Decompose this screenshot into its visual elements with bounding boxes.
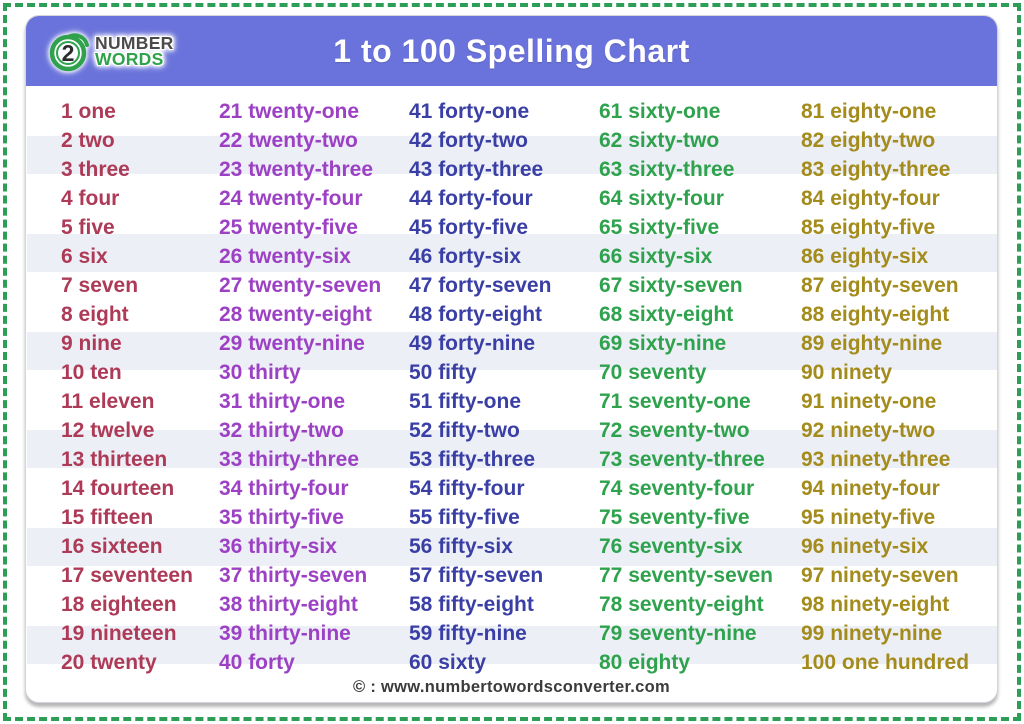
number-entry: 30 thirty: [219, 361, 301, 384]
page-title: 1 to 100 Spelling Chart: [333, 32, 690, 69]
logo-badge-icon: [46, 28, 92, 74]
number-entry: 25 twenty-five: [219, 216, 358, 239]
number-entry: 44 forty-four: [409, 187, 533, 210]
number-entry: 7 seven: [61, 274, 139, 297]
number-entry: 15 fifteen: [61, 506, 154, 529]
number-entry: 3 three: [61, 158, 130, 181]
number-entry: 71 seventy-one: [599, 390, 751, 413]
number-entry: 47 forty-seven: [409, 274, 552, 297]
number-entry: 94 ninety-four: [801, 477, 940, 500]
number-entry: 77 seventy-seven: [599, 564, 773, 587]
number-entry: 96 ninety-six: [801, 535, 929, 558]
number-entry: 97 ninety-seven: [801, 564, 959, 587]
number-entry: 46 forty-six: [409, 245, 522, 268]
number-entry: 12 twelve: [61, 419, 155, 442]
number-entry: 31 thirty-one: [219, 390, 346, 413]
number-entry: 18 eighteen: [61, 593, 177, 616]
number-entry: 32 thirty-two: [219, 419, 344, 442]
number-entry: 45 forty-five: [409, 216, 529, 239]
number-entry: 37 thirty-seven: [219, 564, 368, 587]
footer-credit: © : www.numbertowordsconverter.com: [353, 678, 670, 696]
number-entry: 92 ninety-two: [801, 419, 936, 442]
number-entry: 27 twenty-seven: [219, 274, 382, 297]
number-entry: 8 eight: [61, 303, 129, 326]
number-entry: 88 eighty-eight: [801, 303, 950, 326]
number-entry: 4 four: [61, 187, 120, 210]
number-entry: 56 fifty-six: [409, 535, 513, 558]
number-entry: 43 forty-three: [409, 158, 544, 181]
chart-header: [26, 16, 997, 86]
number-entry: 40 forty: [219, 651, 295, 674]
number-grid: [27, 97, 997, 677]
number-entry: 59 fifty-nine: [409, 622, 527, 645]
number-entry: 42 forty-two: [409, 129, 529, 152]
number-entry: 23 twenty-three: [219, 158, 374, 181]
number-entry: 72 seventy-two: [599, 419, 750, 442]
number-entry: 9 nine: [61, 332, 122, 355]
number-entry: 65 sixty-five: [599, 216, 720, 239]
number-entry: 58 fifty-eight: [409, 593, 534, 616]
number-entry: 20 twenty: [61, 651, 157, 674]
number-entry: 1 one: [61, 100, 116, 123]
number-entry: 14 fourteen: [61, 477, 175, 500]
number-entry: 73 seventy-three: [599, 448, 765, 471]
number-entry: 76 seventy-six: [599, 535, 743, 558]
number-column-41-60: [409, 97, 599, 677]
number-entry: 100 one hundred: [801, 651, 970, 674]
number-entry: 93 ninety-three: [801, 448, 951, 471]
number-entry: 68 sixty-eight: [599, 303, 734, 326]
number-column-1-20: [61, 97, 219, 677]
number-entry: 82 eighty-two: [801, 129, 936, 152]
number-entry: 21 twenty-one: [219, 100, 360, 123]
number-entry: 19 nineteen: [61, 622, 177, 645]
number-entry: 51 fifty-one: [409, 390, 522, 413]
number-entry: 95 ninety-five: [801, 506, 936, 529]
number-entry: 52 fifty-two: [409, 419, 520, 442]
number-entry: 22 twenty-two: [219, 129, 358, 152]
number-entry: 13 thirteen: [61, 448, 168, 471]
number-entry: 2 two: [61, 129, 115, 152]
number-entry: 81 eighty-one: [801, 100, 937, 123]
number-entry: 74 seventy-four: [599, 477, 755, 500]
number-entry: 84 eighty-four: [801, 187, 940, 210]
number-entry: 50 fifty: [409, 361, 477, 384]
number-entry: 11 eleven: [61, 390, 155, 413]
number-entry: 41 forty-one: [409, 100, 530, 123]
number-entry: 17 seventeen: [61, 564, 193, 587]
number-entry: 55 fifty-five: [409, 506, 520, 529]
number-entry: 62 sixty-two: [599, 129, 720, 152]
number-column-81-100: [801, 97, 997, 677]
logo-line-words: WORDS: [95, 49, 164, 69]
number-entry: 89 eighty-nine: [801, 332, 943, 355]
number-entry: 70 seventy: [599, 361, 707, 384]
number-column-21-40: [219, 97, 409, 677]
number-entry: 98 ninety-eight: [801, 593, 950, 616]
number-entry: 90 ninety: [801, 361, 893, 384]
number-entry: 26 twenty-six: [219, 245, 351, 268]
number-entry: 5 five: [61, 216, 115, 239]
number-entry: 85 eighty-five: [801, 216, 936, 239]
number-entry: 67 sixty-seven: [599, 274, 743, 297]
number-entry: 24 twenty-four: [219, 187, 363, 210]
number-entry: 79 seventy-nine: [599, 622, 757, 645]
number-entry: 69 sixty-nine: [599, 332, 727, 355]
logo-text: [95, 35, 174, 67]
number-entry: 34 thirty-four: [219, 477, 349, 500]
number-entry: 60 sixty: [409, 651, 487, 674]
number-entry: 36 thirty-six: [219, 535, 337, 558]
number-entry: 35 thirty-five: [219, 506, 344, 529]
number-entry: 49 forty-nine: [409, 332, 536, 355]
number-entry: 53 fifty-three: [409, 448, 536, 471]
logo-badge-number: 2: [61, 40, 75, 66]
number-entry: 38 thirty-eight: [219, 593, 358, 616]
number-entry: 33 thirty-three: [219, 448, 360, 471]
number-entry: 28 twenty-eight: [219, 303, 372, 326]
number-entry: 75 seventy-five: [599, 506, 750, 529]
number-entry: 86 eighty-six: [801, 245, 929, 268]
number-entry: 63 sixty-three: [599, 158, 735, 181]
number-entry: 91 ninety-one: [801, 390, 937, 413]
number-entry: 29 twenty-nine: [219, 332, 365, 355]
number-entry: 16 sixteen: [61, 535, 163, 558]
number-entry: 10 ten: [61, 361, 122, 384]
number-entry: 57 fifty-seven: [409, 564, 544, 587]
number-entry: 64 sixty-four: [599, 187, 724, 210]
number-entry: 48 forty-eight: [409, 303, 543, 326]
number-entry: 61 sixty-one: [599, 100, 721, 123]
number-entry: 99 ninety-nine: [801, 622, 943, 645]
number-entry: 80 eighty: [599, 651, 691, 674]
number-entry: 87 eighty-seven: [801, 274, 959, 297]
number-words-logo: [46, 28, 174, 74]
number-entry: 6 six: [61, 245, 108, 268]
number-entry: 78 seventy-eight: [599, 593, 764, 616]
logo-line-number: NUMBER: [95, 33, 174, 53]
spelling-chart-card: [25, 15, 998, 703]
number-entry: 66 sixty-six: [599, 245, 713, 268]
number-column-61-80: [599, 97, 801, 677]
number-entry: 83 eighty-three: [801, 158, 951, 181]
number-entry: 54 fifty-four: [409, 477, 525, 500]
number-entry: 39 thirty-nine: [219, 622, 351, 645]
